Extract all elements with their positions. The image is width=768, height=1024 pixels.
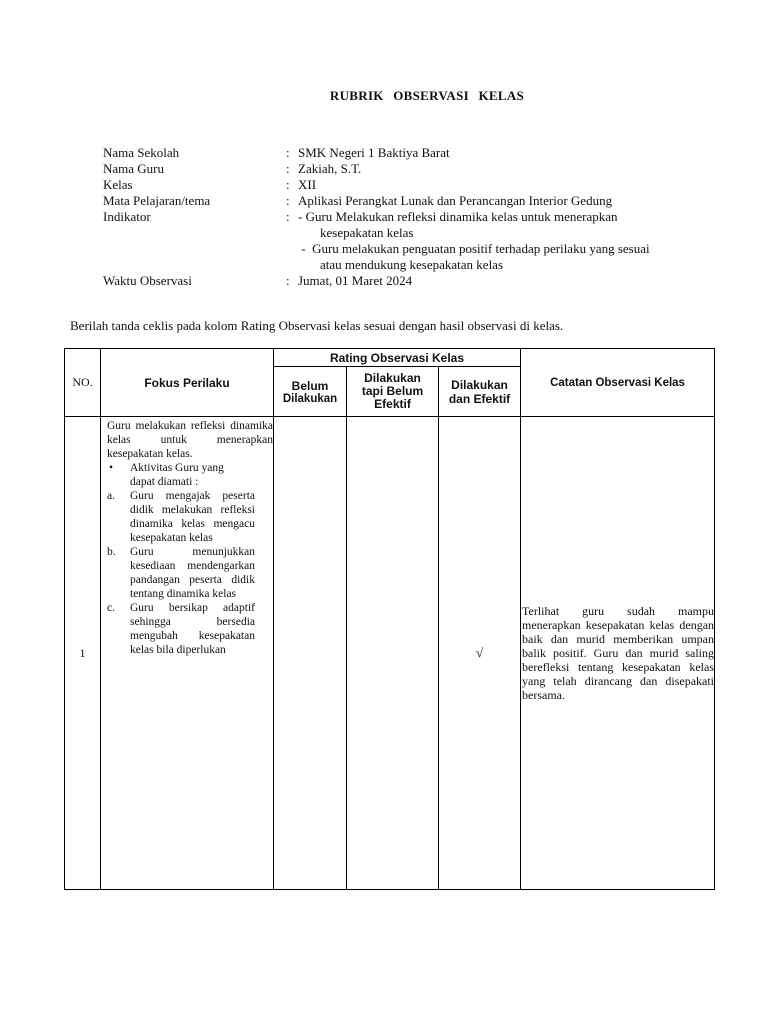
info-colon: : [286,209,290,224]
header-no: NO. [65,349,101,417]
info-colon: : [286,177,290,192]
rating-dilakukan-tapi-belum-efektif-cell[interactable] [347,417,439,890]
instruction-text: Berilah tanda ceklis pada kolom Rating Observasi kelas sesuai dengan hasil observasi di kelas. [70,318,564,333]
info-label: Kelas [103,177,133,192]
header-belum-dilakukan [274,367,347,417]
info-label: Nama Sekolah [103,145,180,160]
row-number: 1 [65,417,101,890]
header-text: Dilakukan [364,371,421,385]
table-row [65,417,715,890]
list-item [107,489,273,545]
info-row-mapel [103,193,720,209]
header-text: Efektif [374,397,411,411]
header-dilakukan-dan-efektif [439,367,521,417]
info-row-indikator [103,209,720,225]
rating-dilakukan-dan-efektif-cell[interactable] [439,417,521,890]
list-text: Guru bersikap adaptif sehingga bersedia mengubah kesepakatan kelas bila diperlukan [130,602,255,656]
list-marker: a. [107,490,115,502]
info-row-indikator-2 [103,241,720,257]
fokus-intro: Guru melakukan refleksi dinamika kelas untuk menerapkan kesepakatan kelas. [107,420,273,460]
info-label: Waktu Observasi [103,273,192,288]
info-row-indikator-2-cont [103,257,720,273]
info-colon: : [286,145,290,160]
header-fokus-perilaku: Fokus Perilaku [101,349,274,417]
catatan-observasi-cell: Terlihat guru sudah mampu menerapkan kesepakatan kelas dengan baik dan murid memberikan umpan balik positif. Guru dan murid saling berefleksi tentang kesepakatan kelas yang telah dirancang dan disepakati bersama. [521,417,715,890]
header-text: dan Efektif [448,391,511,406]
bullet-text: Aktivitas Guru yang dapat diamati : [130,462,224,488]
fokus-perilaku-cell [101,417,274,890]
header-text: Dilakukan [451,377,508,392]
header-text: Belum [291,378,329,393]
info-colon: : [286,193,290,208]
info-value: - Guru Melakukan refleksi dinamika kelas untuk menerapkan [298,209,618,224]
info-row-guru [103,161,720,177]
info-label: Mata Pelajaran/tema [103,193,211,208]
rating-belum-dilakukan-cell[interactable] [274,417,347,890]
info-value: SMK Negeri 1 Baktiya Barat [298,145,450,160]
bullet-marker: • [109,462,114,474]
header-dilakukan-tapi-belum-efektif [347,367,439,417]
list-item [107,601,273,657]
info-row-waktu [103,273,720,289]
info-value: - Guru melakukan penguatan positif terhadap perilaku yang sesuai [298,241,650,256]
info-value: Aplikasi Perangkat Lunak dan Perancangan Interior Gedung [298,193,613,208]
info-row-sekolah [103,145,720,161]
info-value: Zakiah, S.T. [298,161,362,176]
list-item [107,545,273,601]
info-row-kelas [103,177,720,193]
header-text: Dilakukan [282,392,338,405]
page-title: RUBRIK OBSERVASI KELAS [329,88,525,103]
bullet-item [107,461,273,489]
info-value: XII [298,177,317,192]
info-value: kesepakatan kelas [320,225,414,240]
info-row-indikator-cont [103,225,720,241]
rubric-table [64,348,715,890]
list-marker: c. [107,602,115,614]
info-value: atau mendukung kesepakatan kelas [320,257,504,272]
list-marker: b. [107,546,116,558]
list-text: Guru mengajak peserta didik melakukan refleksi dinamika kelas mengacu kesepakatan kelas [130,490,255,544]
info-colon: : [286,273,290,288]
header-catatan: Catatan Observasi Kelas [521,349,715,417]
list-text: Guru menunjukkan kesediaan mendengarkan pandangan peserta didik tentang dinamika kelas [130,546,255,600]
info-label: Nama Guru [103,161,165,176]
check-mark: √ [475,645,484,660]
info-colon: : [286,161,290,176]
info-label: Indikator [103,209,151,224]
header-rating-observasi: Rating Observasi Kelas [274,349,521,367]
observation-info [103,145,720,289]
info-value: Jumat, 01 Maret 2024 [298,273,413,288]
header-text: tapi Belum [361,384,424,398]
